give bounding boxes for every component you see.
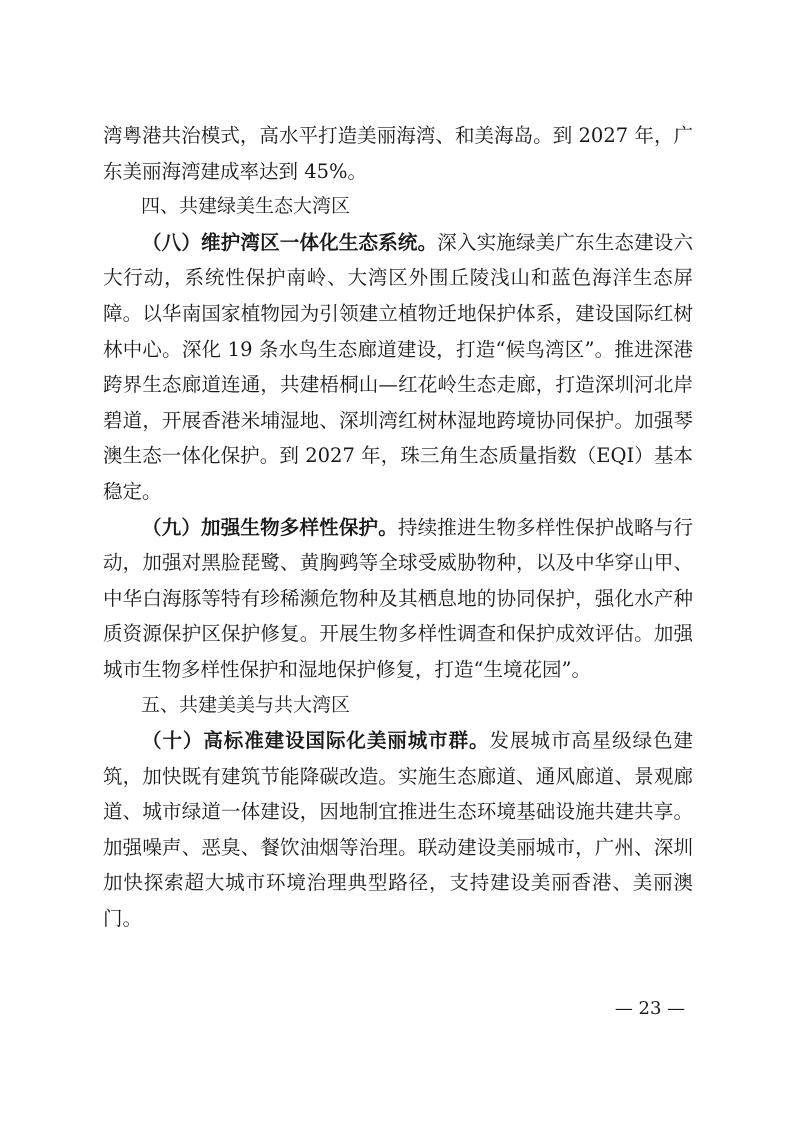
- paragraph-8: [103, 225, 693, 510]
- paragraph-9-lead: （九）加强生物多样性保护。: [142, 515, 398, 539]
- paragraph-9: [103, 510, 693, 688]
- section-heading-5: 五、共建美美与共大湾区: [141, 693, 351, 716]
- paragraph-9-body: 持续推进生物多样性保护战略与行动，加强对黑脸琵鹭、黄胸鹀等全球受威胁物种，以及中华穿山甲、中华白海豚等特有珍稀濒危物种及其栖息地的协同保护，强化水产种质资源保护区保护修复。开展生物多样性调查和保护成效评估。加强城市生物多样性保护和湿地保护修复，打造“生境花园”。: [103, 515, 693, 681]
- section-heading-4: 四、共建绿美生态大湾区: [141, 195, 351, 218]
- intro-paragraph: 湾粤港共治模式，高水平打造美丽海湾、和美海岛。到 2027 年，广东美丽海湾建成率达到 45%。: [103, 124, 693, 183]
- document-page: [103, 118, 693, 937]
- paragraph-10-lead: （十）高标准建设国际化美丽城市群。: [142, 729, 490, 753]
- paragraph-10: [103, 723, 693, 937]
- paragraph-10-body: 发展城市高星级绿色建筑，加快既有建筑节能降碳改造。实施生态廊道、通风廊道、景观廊道、城市绿道一体建设，因地制宜推进生态环境基础设施共建共享。加强噪声、恶臭、餐饮油烟等治理。联动建设美丽城市，广州、深圳加快探索超大城市环境治理典型路径，支持建设美丽香港、美丽澳门。: [103, 729, 693, 931]
- paragraph-8-lead: （八）维护湾区一体化生态系统。: [142, 230, 438, 254]
- paragraph-8-body: 深入实施绿美广东生态建设六大行动，系统性保护南岭、大湾区外围丘陵浅山和蓝色海洋生态屏障。以华南国家植物园为引领建立植物迁地保护体系，建设国际红树林中心。深化 19 条水鸟生态廊道建设，打造“候鸟湾区”。推进深港跨界生态廊道连通，共建梧桐山—红花岭生态走廊，打造深圳河北岸碧道，开展香港米埔湿地、深圳湾红树林湿地跨境协同保护。加强琴澳生态一体化保护。到 2027 年，珠三角生态质量指数（EQI）基本稳定。: [103, 230, 693, 503]
- page-number: — 23 —: [614, 998, 686, 1019]
